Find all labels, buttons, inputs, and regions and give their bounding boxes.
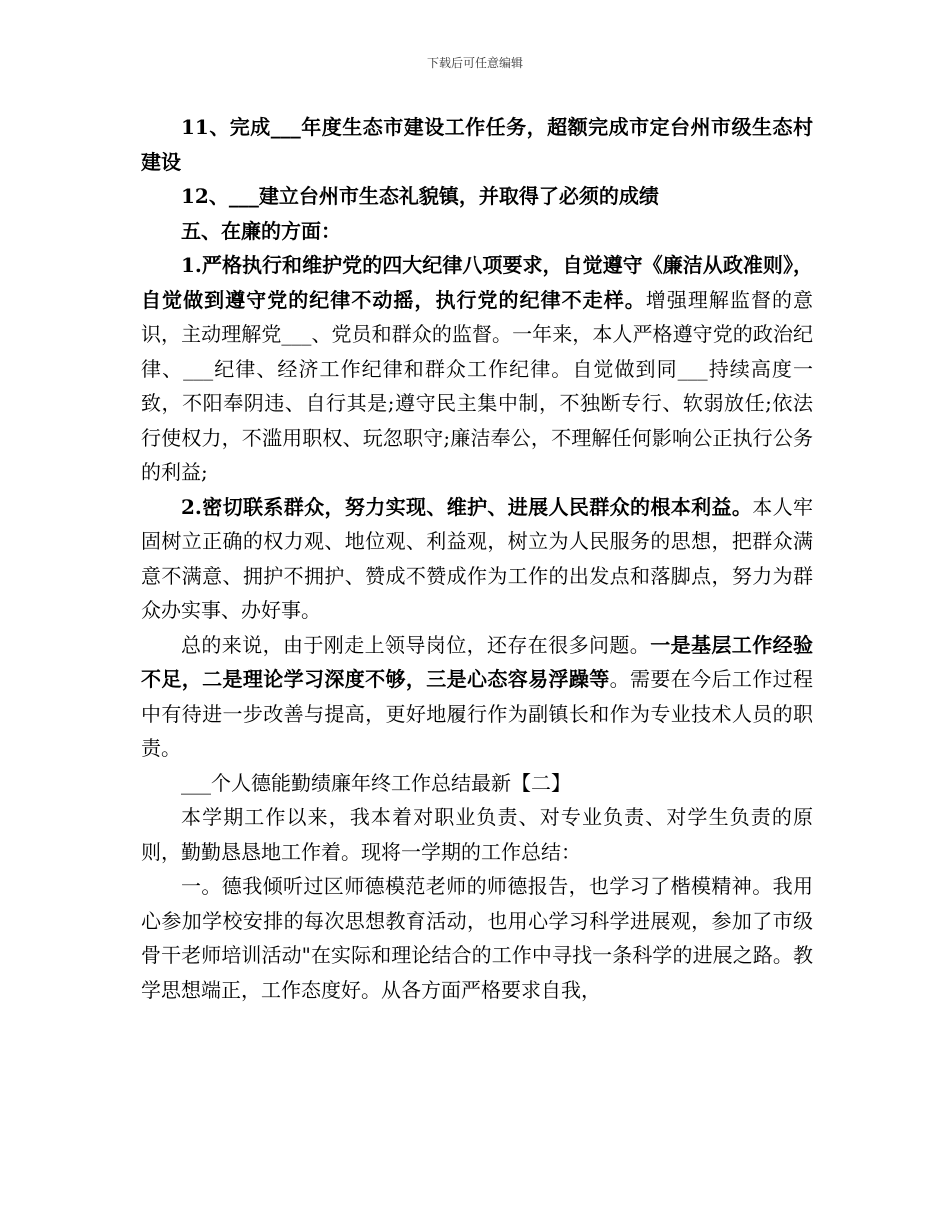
paragraph-11 xyxy=(141,110,813,179)
paragraph-11-bold: 11、完成___年度生态市建设工作任务，超额完成市定台州市级生态村建设 xyxy=(141,115,813,174)
paragraph-discipline-text: 增强理解监督的意识，主动理解党___、党员和群众的监督。一年来，本人严格遵守党的政治纪律、___纪律、经济工作纪律和群众工作纪律。自觉做到同___持续高度一致，不阳奉阴违、自行其是;遵守民主集中制，不独断专行、软弱放任;依法行使权力，不滥用职权、玩忽职守;廉洁奉公，不理解任何影响公正执行公务的利益; xyxy=(141,287,814,484)
paragraph-12 xyxy=(141,179,813,214)
paragraph-12-bold: 12、___建立台州市生态礼貌镇，并取得了必须的成绩 xyxy=(181,184,659,208)
section-heading-text: 五、在廉的方面： xyxy=(181,218,341,243)
document-body xyxy=(141,110,813,1007)
section-title: ___个人德能勤绩廉年终工作总结最新【二】 xyxy=(181,770,571,795)
paragraph-masses-text: 本人牢固树立正确的权力观、地位观、利益观，树立为人民服务的思想，把群众满意不满意、拥护不拥护、赞成不赞成作为工作的出发点和落脚点，努力为群众办实事、办好事。 xyxy=(141,494,813,622)
paragraph-discipline-bold: 1.严格执行和维护党的四大纪律八项要求，自觉遵守《廉洁从政准则》，自觉做到遵守党的纪律不动摇，执行党的纪律不走样。 xyxy=(141,253,813,312)
body-paragraph-virtue: 一。德我倾听过区师德模范老师的师德报告，也学习了楷模精神。我用心参加学校安排的每次思想教育活动，也用心学习科学进展观，参加了市级骨干老师培训活动"在实际和理论结合的工作中寻找一条科学的进展之路。教学思想端正，工作态度好。从各方面严格要求自我， xyxy=(141,874,813,1002)
summary-tail: 。需要在今后工作过程中有待进一步改善与提高，更好地履行作为副镇长和作为专业技术人员的职责。 xyxy=(141,667,813,760)
header-note: 下载后可任意编辑 xyxy=(426,56,523,70)
summary-bold: 一是基层工作经验不足，二是理论学习深度不够，三是心态容易浮躁等 xyxy=(141,632,814,691)
paragraph-summary xyxy=(141,628,813,766)
summary-lead: 总的来说，由于刚走上领导岗位，还存在很多问题。 xyxy=(181,632,651,657)
paragraph-discipline xyxy=(141,248,813,490)
paragraph-masses xyxy=(141,490,813,628)
paragraph-masses-bold: 2.密切联系群众，努力实现、维护、进展人民群众的根本利益。 xyxy=(181,494,753,519)
section-heading-integrity xyxy=(141,214,813,249)
body-paragraph-intro: 本学期工作以来，我本着对职业负责、对专业负责、对学生负责的原则，勤勤恳恳地工作着。现将一学期的工作总结： xyxy=(141,805,813,864)
